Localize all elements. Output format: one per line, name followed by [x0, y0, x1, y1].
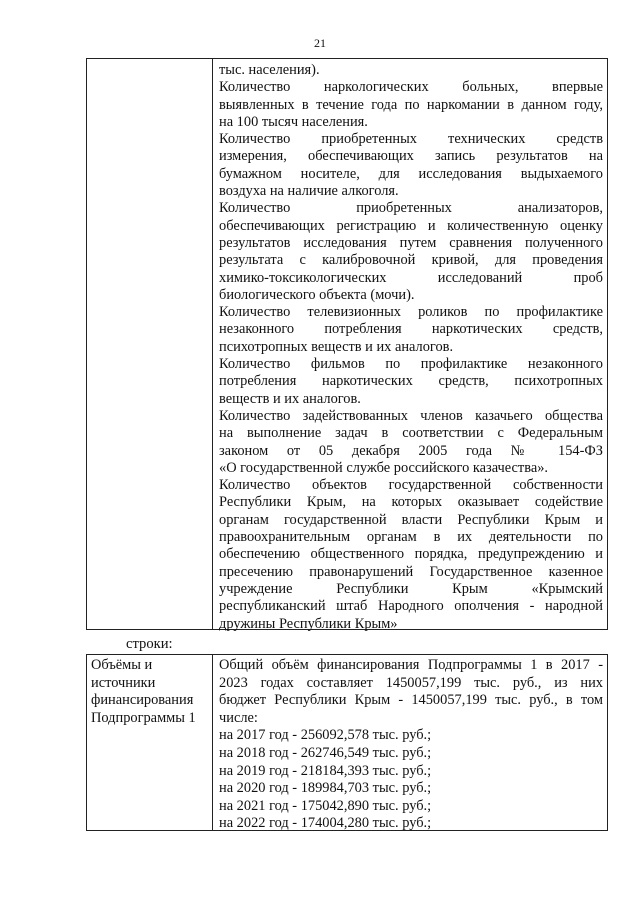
indicator-line: результата с калибровочной кривой, для проведения [219, 252, 603, 269]
indicator-line: обеспечению общественного порядка, предупреждению и [219, 546, 603, 563]
financing-label-line: источники [91, 674, 156, 691]
financing-table-label-cell [87, 655, 213, 830]
strings-label: строки: [126, 636, 173, 652]
indicator-line: учреждение Республики Крым «Крымский [219, 580, 603, 597]
indicator-line: Количество задействованных членов казачьего общества [219, 407, 603, 424]
indicator-line: выявленных в течение года по наркомании в данном году, [219, 96, 603, 113]
indicator-paragraph [219, 304, 603, 356]
indicator-line: законом от 05 декабря 2005 года № 154-ФЗ [219, 442, 603, 459]
indicator-line: психотропных веществ и их аналогов. [219, 338, 454, 355]
financing-value-line: на 2017 год - 256092,578 тыс. руб.; [219, 727, 432, 744]
indicator-line: результатов исследования путем сравнения полученного [219, 234, 603, 251]
indicator-line: Республики Крым, на которых оказывает содействие [219, 494, 603, 511]
indicator-paragraph [219, 79, 603, 131]
indicator-line: измерения, обеспечивающих запись результатов на [219, 148, 603, 165]
financing-value-line: на 2021 год - 175042,890 тыс. руб.; [219, 797, 432, 814]
financing-label-line: Подпрограммы 1 [91, 709, 196, 726]
financing-value-line: на 2020 год - 189984,703 тыс. руб.; [219, 780, 432, 797]
indicator-line: Количество телевизионных роликов по профилактике [219, 304, 603, 321]
indicator-line: потребления наркотических средств, психотропных [219, 373, 603, 390]
indicators-table-left-cell [87, 59, 213, 629]
indicator-line: «О государственной службе российского казачества». [219, 459, 548, 476]
financing-value-line: 2023 годах составляет 1450057,199 тыс. руб., из них [219, 674, 603, 691]
indicator-line: обеспечивающих регистрацию и количественную оценку [219, 217, 603, 234]
indicator-line: незаконного потребления наркотических средств, [219, 321, 603, 338]
financing-value-line: на 2019 год - 218184,393 тыс. руб.; [219, 762, 432, 779]
indicator-line: Количество наркологических больных, впервые [219, 79, 603, 96]
indicator-line: веществ и их аналогов. [219, 390, 361, 407]
financing-label-line: финансирования [91, 692, 194, 709]
indicator-line: воздуха на наличие алкоголя. [219, 183, 399, 200]
indicator-paragraph [219, 408, 603, 477]
financing-value-line: Общий объём финансирования Подпрограммы 1 в 2017 - [219, 657, 603, 673]
indicators-table-right-cell [213, 59, 607, 633]
indicator-line: Количество приобретенных технических средств [219, 131, 603, 148]
financing-table-value-cell [213, 655, 607, 833]
financing-value-line: бюджет Республики Крым - 1450057,199 тыс. руб., в том [219, 692, 603, 709]
indicator-line: на выполнение задач в соответствии с Федеральным [219, 425, 603, 442]
financing-table [86, 654, 608, 831]
indicator-line: биологического объекта (мочи). [219, 286, 415, 303]
indicator-line: пресечению правонарушений Государственное казенное [219, 563, 603, 580]
indicator-paragraph [219, 477, 603, 633]
indicators-table [86, 58, 608, 630]
financing-value-line: на 2018 год - 262746,549 тыс. руб.; [219, 744, 432, 761]
indicator-line: бумажном носителе, для исследования выдыхаемого [219, 165, 603, 182]
indicator-line: дружины Республики Крым» [219, 615, 398, 632]
indicator-line: правоохранительным органам в их деятельности по [219, 529, 603, 546]
indicator-paragraph [219, 131, 603, 200]
financing-value-line: на 2022 год - 174004,280 тыс. руб.; [219, 815, 432, 832]
financing-value-line: числе: [219, 709, 258, 726]
indicator-line: органам государственной власти Республики Крым и [219, 511, 603, 528]
page-number: 21 [314, 36, 326, 50]
indicator-paragraph [219, 356, 603, 408]
indicator-paragraph [219, 200, 603, 304]
indicator-line: республиканский штаб Народного ополчения - народной [219, 598, 603, 615]
indicator-paragraph [219, 62, 603, 79]
indicator-line: Количество объектов государственной собственности [219, 477, 603, 494]
indicator-line: Количество фильмов по профилактике незаконного [219, 356, 603, 373]
indicator-line: тыс. населения). [219, 62, 320, 78]
financing-label-line: Объёмы и [91, 657, 153, 673]
indicator-line: Количество приобретенных анализаторов, [219, 200, 603, 217]
indicator-line: химико-токсикологических исследований проб [219, 269, 603, 286]
indicator-line: на 100 тысяч населения. [219, 113, 368, 130]
